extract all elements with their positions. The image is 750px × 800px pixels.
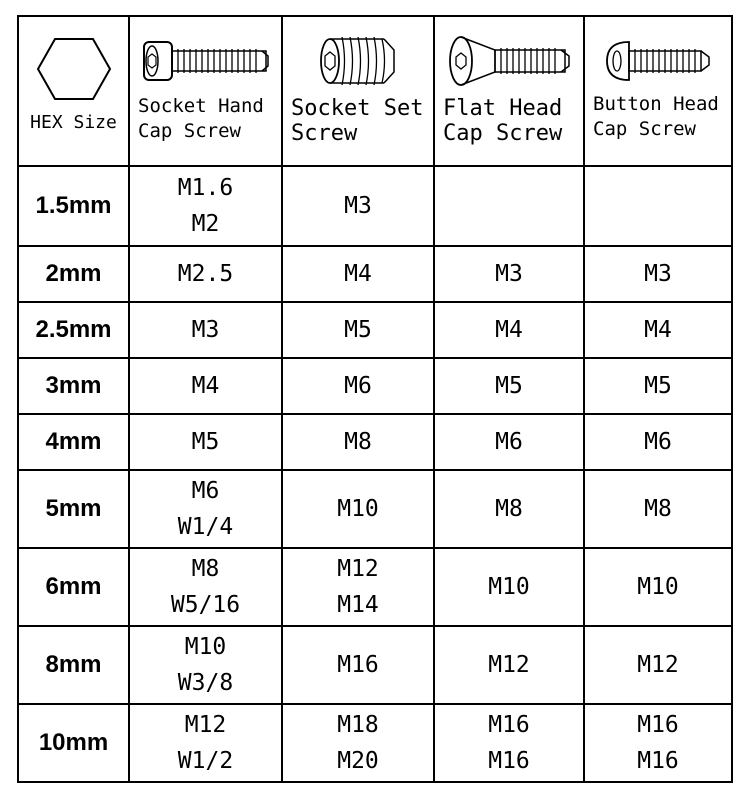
screw-size-value: M16 — [337, 652, 379, 678]
screw-size-cell — [282, 470, 434, 548]
screw-size-value: M16 — [637, 748, 679, 774]
screw-size-value: M6 — [644, 429, 672, 455]
screw-size-value: M4 — [644, 317, 672, 343]
table-row — [18, 302, 732, 358]
screw-size-value: M5 — [191, 429, 220, 455]
screw-size-cell — [434, 302, 584, 358]
screw-size-cell — [282, 246, 434, 302]
header-flat-head-cap-screw — [434, 16, 584, 166]
screw-size-value: M12 — [637, 652, 679, 678]
screw-size-value: M5 — [644, 373, 672, 399]
screw-size-cell — [129, 704, 282, 782]
screw-size-cell — [584, 704, 732, 782]
table-row — [18, 704, 732, 782]
table-row — [18, 626, 732, 704]
screw-size-cell — [129, 626, 282, 704]
button-head-cap-screw-label: Button Head Cap Screw — [593, 93, 719, 140]
hex-size-cell: 5mm — [18, 470, 129, 548]
hex-size-cell: 2.5mm — [18, 302, 129, 358]
header-socket-hand-cap-screw — [129, 16, 282, 166]
screw-size-cell — [434, 414, 584, 470]
socket-set-screw-label: Socket Set Screw — [291, 96, 424, 146]
screw-size-cell — [129, 414, 282, 470]
screw-size-cell — [434, 626, 584, 704]
screw-size-cell — [584, 302, 732, 358]
screw-size-cell — [129, 166, 282, 246]
screw-size-cell — [129, 358, 282, 414]
screw-size-value: M16 — [488, 712, 530, 738]
hex-size-cell: 3mm — [18, 358, 129, 414]
screw-size-value: M10 — [337, 496, 379, 522]
screw-size-value: M8 — [344, 429, 372, 455]
screw-size-value: M6 — [191, 478, 220, 504]
screw-size-value: M3 — [644, 261, 672, 287]
screw-size-value: M12 — [488, 652, 530, 678]
screw-size-cell — [584, 470, 732, 548]
screw-size-value: M20 — [337, 748, 379, 774]
hex-size-cell: 8mm — [18, 626, 129, 704]
hexagon-icon — [36, 36, 112, 102]
screw-size-value: M3 — [344, 193, 372, 219]
flat-head-cap-screw-label: Flat Head Cap Screw — [443, 96, 563, 146]
screw-size-value: M6 — [495, 429, 523, 455]
screw-size-value: M6 — [344, 373, 372, 399]
screw-size-value: M3 — [495, 261, 523, 287]
screw-size-cell — [434, 166, 584, 246]
screw-size-cell — [584, 548, 732, 626]
screw-size-value: W3/8 — [177, 670, 234, 696]
screw-size-cell — [584, 246, 732, 302]
screw-size-cell — [282, 548, 434, 626]
hex-size-cell: 2mm — [18, 246, 129, 302]
screw-size-value: M4 — [344, 261, 372, 287]
hex-size-cell: 10mm — [18, 704, 129, 782]
screw-size-cell — [129, 246, 282, 302]
screw-size-cell — [434, 246, 584, 302]
table-row — [18, 470, 732, 548]
screw-size-value: M5 — [344, 317, 372, 343]
screw-size-value: M12 — [184, 712, 227, 738]
screw-size-cell — [434, 704, 584, 782]
screw-size-value: M8 — [495, 496, 523, 522]
flat-head-cap-screw-icon — [445, 34, 573, 88]
hex-size-cell: 1.5mm — [18, 166, 129, 246]
screw-size-value: M3 — [191, 317, 220, 343]
screw-size-value: M18 — [337, 712, 379, 738]
table-row — [18, 548, 732, 626]
screw-size-cell — [584, 358, 732, 414]
screw-size-value: M10 — [637, 574, 679, 600]
screw-size-cell — [282, 414, 434, 470]
screw-size-cell — [584, 626, 732, 704]
header-row — [18, 16, 732, 166]
screw-size-value: M16 — [637, 712, 679, 738]
screw-size-cell — [584, 166, 732, 246]
screw-size-value: W1/2 — [177, 748, 234, 774]
screw-size-cell — [434, 470, 584, 548]
screw-size-value: M16 — [488, 748, 530, 774]
screw-size-cell — [129, 470, 282, 548]
screw-size-value: M2.5 — [177, 261, 234, 287]
screw-size-value: W5/16 — [170, 592, 241, 618]
screw-size-cell — [282, 704, 434, 782]
header-button-head-cap-screw — [584, 16, 732, 166]
table-row — [18, 246, 732, 302]
button-head-cap-screw-icon — [603, 38, 713, 84]
screw-size-cell — [282, 358, 434, 414]
header-socket-set-screw — [282, 16, 434, 166]
screw-size-value: M8 — [644, 496, 672, 522]
screw-size-cell — [584, 414, 732, 470]
table-row — [18, 414, 732, 470]
screw-size-value: M1.6 — [177, 175, 234, 201]
screw-size-value: M12 — [337, 556, 379, 582]
screw-size-cell — [434, 358, 584, 414]
hex-size-header — [18, 16, 129, 166]
screw-size-value: M14 — [337, 592, 379, 618]
table-row — [18, 166, 732, 246]
table-row — [18, 358, 732, 414]
screw-size-value: M4 — [191, 373, 220, 399]
hex-size-label: HEX Size — [30, 111, 117, 133]
screw-size-value: M4 — [495, 317, 523, 343]
hex-size-cell: 6mm — [18, 548, 129, 626]
screw-size-value: M10 — [184, 634, 227, 660]
screw-size-value: M8 — [191, 556, 220, 582]
screw-size-value: W1/4 — [177, 514, 234, 540]
screw-size-value: M2 — [191, 211, 220, 237]
screw-size-cell — [282, 166, 434, 246]
socket-head-cap-screw-icon — [140, 36, 272, 86]
screw-size-cell — [129, 548, 282, 626]
screw-size-cell — [282, 302, 434, 358]
screw-size-value: M10 — [488, 574, 530, 600]
screw-size-cell — [129, 302, 282, 358]
socket-set-screw-icon — [308, 34, 408, 88]
screw-size-cell — [282, 626, 434, 704]
screw-size-value: M5 — [495, 373, 523, 399]
socket-hand-cap-screw-label: Socket Hand Cap Screw — [138, 95, 264, 142]
screw-size-cell — [434, 548, 584, 626]
hex-size-cell: 4mm — [18, 414, 129, 470]
hex-size-table — [17, 15, 733, 783]
table-body — [18, 166, 732, 782]
